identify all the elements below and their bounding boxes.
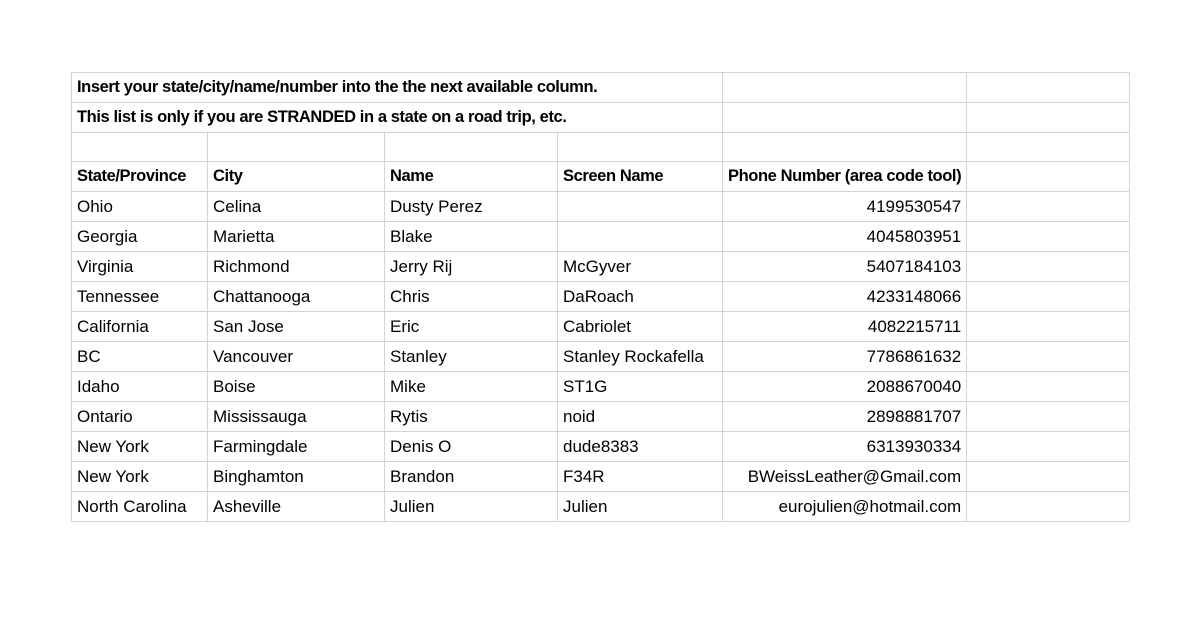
cell-city[interactable]: Marietta <box>208 222 385 252</box>
cell-phone[interactable]: 7786861632 <box>723 342 967 372</box>
cell-phone[interactable]: 2088670040 <box>723 372 967 402</box>
table-row <box>72 252 1130 282</box>
empty-cell[interactable] <box>208 133 385 162</box>
empty-cell[interactable] <box>967 372 1130 402</box>
empty-cell[interactable] <box>967 73 1130 103</box>
cell-screen-name[interactable]: McGyver <box>558 252 723 282</box>
table-row <box>72 402 1130 432</box>
empty-cell[interactable] <box>967 133 1130 162</box>
empty-cell[interactable] <box>967 492 1130 522</box>
note-cell[interactable]: Insert your state/city/name/number into the the next available column. <box>72 73 723 103</box>
cell-phone[interactable]: 6313930334 <box>723 432 967 462</box>
empty-cell[interactable] <box>967 222 1130 252</box>
cell-city[interactable]: Farmingdale <box>208 432 385 462</box>
cell-name[interactable]: Blake <box>385 222 558 252</box>
cell-name[interactable]: Julien <box>385 492 558 522</box>
empty-cell[interactable] <box>967 162 1130 192</box>
cell-state[interactable]: Tennessee <box>72 282 208 312</box>
cell-city[interactable]: Boise <box>208 372 385 402</box>
cell-name[interactable]: Mike <box>385 372 558 402</box>
empty-cell[interactable] <box>967 103 1130 133</box>
cell-state[interactable]: Idaho <box>72 372 208 402</box>
cell-state[interactable]: Virginia <box>72 252 208 282</box>
cell-city[interactable]: Asheville <box>208 492 385 522</box>
cell-state[interactable]: New York <box>72 462 208 492</box>
cell-state[interactable]: Ontario <box>72 402 208 432</box>
cell-screen-name[interactable] <box>558 222 723 252</box>
empty-cell[interactable] <box>967 432 1130 462</box>
table-row <box>72 462 1130 492</box>
cell-phone[interactable]: 4045803951 <box>723 222 967 252</box>
cell-state[interactable]: BC <box>72 342 208 372</box>
cell-state[interactable]: New York <box>72 432 208 462</box>
empty-cell[interactable] <box>967 342 1130 372</box>
table-row <box>72 492 1130 522</box>
table-row <box>72 282 1130 312</box>
note-row <box>72 103 1130 133</box>
spreadsheet-table <box>71 72 1130 522</box>
cell-name[interactable]: Stanley <box>385 342 558 372</box>
empty-cell[interactable] <box>385 133 558 162</box>
cell-city[interactable]: Chattanooga <box>208 282 385 312</box>
empty-cell[interactable] <box>723 73 967 103</box>
table-row <box>72 312 1130 342</box>
empty-cell[interactable] <box>558 133 723 162</box>
cell-name[interactable]: Denis O <box>385 432 558 462</box>
empty-cell[interactable] <box>967 252 1130 282</box>
empty-cell[interactable] <box>967 462 1130 492</box>
table-row <box>72 432 1130 462</box>
cell-phone[interactable]: 5407184103 <box>723 252 967 282</box>
empty-cell[interactable] <box>967 282 1130 312</box>
cell-phone[interactable]: 4082215711 <box>723 312 967 342</box>
cell-screen-name[interactable]: ST1G <box>558 372 723 402</box>
cell-screen-name[interactable]: DaRoach <box>558 282 723 312</box>
empty-cell[interactable] <box>723 133 967 162</box>
cell-screen-name[interactable]: Cabriolet <box>558 312 723 342</box>
table-row <box>72 342 1130 372</box>
cell-state[interactable]: Ohio <box>72 192 208 222</box>
header-screen-name[interactable]: Screen Name <box>558 162 723 192</box>
cell-name[interactable]: Chris <box>385 282 558 312</box>
note-row <box>72 73 1130 103</box>
note-cell[interactable]: This list is only if you are STRANDED in a state on a road trip, etc. <box>72 103 723 133</box>
table-row <box>72 222 1130 252</box>
cell-state[interactable]: North Carolina <box>72 492 208 522</box>
empty-cell[interactable] <box>967 312 1130 342</box>
cell-city[interactable]: Vancouver <box>208 342 385 372</box>
cell-city[interactable]: Celina <box>208 192 385 222</box>
empty-cell[interactable] <box>967 402 1130 432</box>
cell-city[interactable]: Binghamton <box>208 462 385 492</box>
cell-state[interactable]: California <box>72 312 208 342</box>
cell-phone[interactable]: 4233148066 <box>723 282 967 312</box>
header-city[interactable]: City <box>208 162 385 192</box>
header-phone[interactable]: Phone Number (area code tool) <box>723 162 967 192</box>
cell-phone[interactable]: BWeissLeather@Gmail.com <box>723 462 967 492</box>
cell-name[interactable]: Rytis <box>385 402 558 432</box>
cell-screen-name[interactable]: F34R <box>558 462 723 492</box>
cell-phone[interactable]: 4199530547 <box>723 192 967 222</box>
cell-name[interactable]: Jerry Rij <box>385 252 558 282</box>
blank-row <box>72 133 1130 162</box>
empty-cell[interactable] <box>723 103 967 133</box>
header-name[interactable]: Name <box>385 162 558 192</box>
cell-city[interactable]: Mississauga <box>208 402 385 432</box>
cell-name[interactable]: Brandon <box>385 462 558 492</box>
cell-phone[interactable]: eurojulien@hotmail.com <box>723 492 967 522</box>
table-row <box>72 372 1130 402</box>
cell-state[interactable]: Georgia <box>72 222 208 252</box>
empty-cell[interactable] <box>967 192 1130 222</box>
header-state[interactable]: State/Province <box>72 162 208 192</box>
empty-cell[interactable] <box>72 133 208 162</box>
cell-name[interactable]: Eric <box>385 312 558 342</box>
cell-screen-name[interactable]: Stanley Rockafella <box>558 342 723 372</box>
cell-screen-name[interactable] <box>558 192 723 222</box>
header-row <box>72 162 1130 192</box>
cell-city[interactable]: San Jose <box>208 312 385 342</box>
cell-screen-name[interactable]: noid <box>558 402 723 432</box>
cell-name[interactable]: Dusty Perez <box>385 192 558 222</box>
table-row <box>72 192 1130 222</box>
cell-screen-name[interactable]: Julien <box>558 492 723 522</box>
cell-screen-name[interactable]: dude8383 <box>558 432 723 462</box>
cell-city[interactable]: Richmond <box>208 252 385 282</box>
cell-phone[interactable]: 2898881707 <box>723 402 967 432</box>
